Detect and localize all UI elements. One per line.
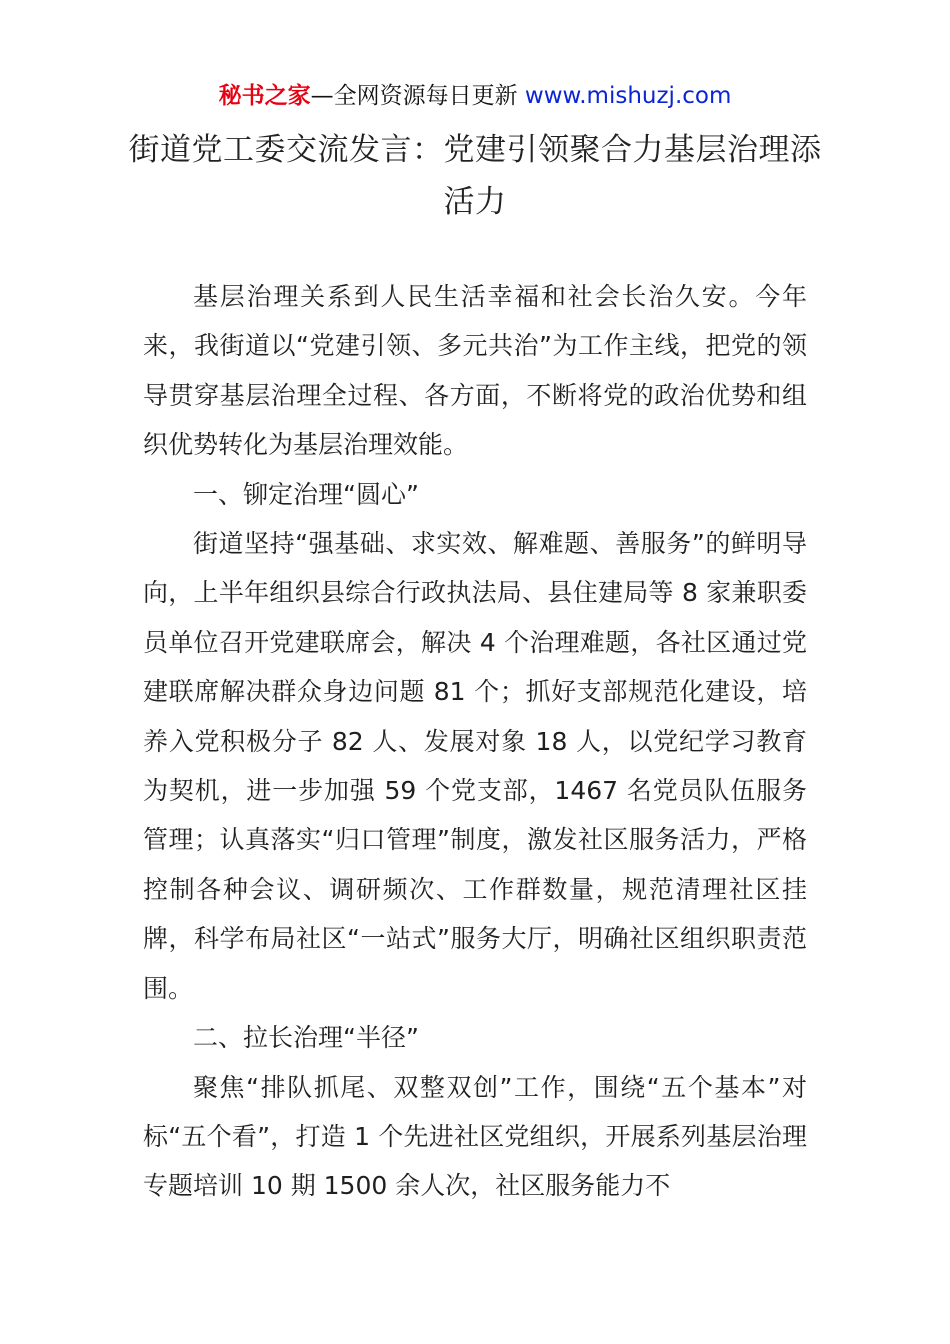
banner-tagline: —全网资源每日更新 — [310, 83, 525, 109]
section-paragraph-2: 聚焦“排队抓尾、双整双创”工作，围绕“五个基本”对标“五个看”，打造 1 个先进社区党组织，开展系列基层治理专题培训 10 期 1500 余人次，社区服务能力不 — [143, 1072, 807, 1201]
section-heading-2: 二、拉长治理“半径” — [193, 1023, 419, 1053]
section-paragraph-1: 街道坚持“强基础、求实效、解难题、善服务”的鲜明导向，上半年组织县综合行政执法局、县住建局等 8 家兼职委员单位召开党建联席会，解决 4 个治理难题，各社区通过党建联席解决群众身边问题 81 个；抓好支部规范化建设，培养入党积极分子 82 人、发展对象 18 人，以党纪学习教育为契机，进一步加强 59 个党支部，1467 名党员队伍服务管理；认真落实“归口管理”制度，激发社区服务活力，严格控制各种会议、调研频次、工作群数量，规范清理社区挂牌，科学布局社区“一站式”服务大厅，明确社区组织职责范围。 — [143, 529, 807, 1003]
intro-paragraph: 基层治理关系到人民生活幸福和社会长治久安。今年来，我街道以“党建引领、多元共治”为工作主线，把党的领导贯穿基层治理全过程、各方面，不断将党的政治优势和组织优势转化为基层治理效能。 — [143, 282, 807, 460]
document-body — [143, 272, 807, 1211]
brand-name: 秘书之家 — [218, 83, 311, 109]
section-heading-1: 一、铆定治理“圆心” — [193, 479, 419, 509]
document-title: 街道党工委交流发言：党建引领聚合力基层治理添活力 — [128, 132, 822, 220]
site-url-link[interactable]: www.mishuzj.com — [524, 83, 732, 109]
site-banner — [0, 80, 950, 112]
